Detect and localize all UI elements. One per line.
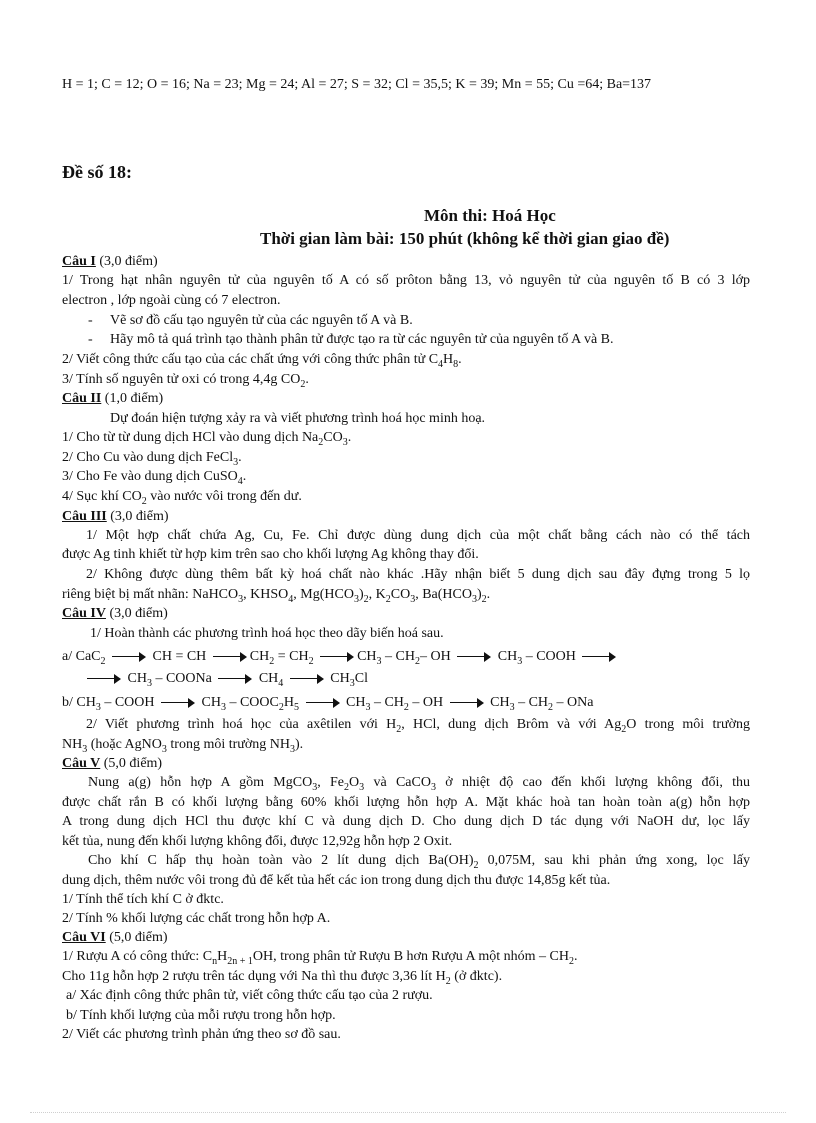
reaction-arrow-icon <box>213 652 247 662</box>
reaction-arrow-icon <box>306 698 340 708</box>
reaction-arrow-icon <box>112 652 146 662</box>
q2-line-4: 4/ Sục khí $CO_2$ vào nước vôi trong đến dư. <box>62 489 302 507</box>
q1-line-1: 1/ Trong hạt nhân nguyên tử của nguyên tố A có số prôton bằng 13, vỏ nguyên tử của nguyên tố B có 3 lớp <box>62 273 750 288</box>
reaction-arrow-icon <box>582 652 616 662</box>
q1-bullet-2 <box>88 331 614 349</box>
q5-line-1: Nung a(g) hỗn hợp A gồm MgCO$_3$, $Fe_2O_3$ và CaCO$_3$ ở nhiệt độ cao đến khối lượng không đổi, thu <box>88 775 751 793</box>
reaction-arrow-icon <box>290 674 324 684</box>
question-2-heading <box>62 390 163 408</box>
q1-bullet-1 <box>88 312 413 330</box>
q1-bullet-2-text: Hãy mô tả quá trình tạo thành phân tử được tạo ra từ các nguyên tử của nguyên tố A và B. <box>110 332 614 347</box>
q6-line-1: 1/ Rượu A có công thức: $C_nH_{2n + 1}OH$, trong phân tử Rượu B hơn Rượu A một nhóm – $CH_2$. <box>62 949 578 967</box>
q2-line-2: 2/ Cho Cu vào dung dịch FeCl$_3$. <box>62 450 242 468</box>
q3-line-3: 2/ Không được dùng thêm bất kỳ hoá chất nào khác .Hãy nhận biết 5 dung dịch sau đây đựng trong 5 lọ <box>86 567 750 582</box>
bullet-dash: - <box>88 332 93 347</box>
q4-chain-a-line-2: $CH_3$ – COONa $CH_4$ $CH_3Cl$ <box>84 670 368 688</box>
q5-line-7: 1/ Tính thể tích khí C ở đktc. <box>62 892 224 907</box>
question-4-heading <box>62 605 168 623</box>
q5-line-4: kết tủa, nung đến khối lượng không đổi, được 12,92g hỗn hợp 2 Oxit. <box>62 834 453 849</box>
q1-line-4: 3/ Tính số nguyên tử oxi có trong 4,4g $CO_2$. <box>62 372 309 390</box>
subject-title: Môn thi: Hoá Học <box>424 206 556 225</box>
q6-line-5: 2/ Viết các phương trình phản ứng theo sơ đồ sau. <box>62 1027 341 1042</box>
q6-line-4: b/ Tính khối lượng của mỗi rượu trong hỗn hợp. <box>66 1008 336 1023</box>
q1-bullet-1-text: Vẽ sơ đồ cấu tạo nguyên tử của các nguyên tố A và B. <box>110 313 413 328</box>
question-3-heading <box>62 508 169 526</box>
question-5-heading <box>62 755 162 773</box>
q5-line-2: được chất rắn B có khối lượng bằng 60% khối lượng hỗn hợp A. Mặt khác hoà tan hoàn toàn a(g) hỗn hợp <box>62 795 750 810</box>
question-6-title: Câu VI <box>62 930 106 945</box>
q5-line-3: A trong dung dịch HCl thu được khí C và dung dịch D. Cho dung dịch D tác dụng với NaOH dư, lọc lấy <box>62 814 750 829</box>
question-3-title: Câu III <box>62 509 107 524</box>
q5-line-6: dung dịch, thêm nước vôi trong đủ để kết tủa hết các ion trong dung dịch thu được 14,85g kết tủa. <box>62 873 611 888</box>
q2-intro: Dự đoán hiện tượng xảy ra và viết phương trình hoá học minh hoạ. <box>110 411 486 426</box>
atomic-masses: H = 1; C = 12; O = 16; Na = 23; Mg = 24; Al = 27; S = 32; Cl = 35,5; K = 39; Mn = 55; Cu =64; Ba=137 <box>62 77 652 92</box>
question-6-points: (5,0 điểm) <box>105 930 168 945</box>
reaction-arrow-icon <box>87 674 121 684</box>
question-2-title: Câu II <box>62 391 102 406</box>
reaction-arrow-icon <box>457 652 491 662</box>
question-1-heading <box>62 253 158 271</box>
question-6-heading <box>62 929 168 947</box>
q1-line-2: electron , lớp ngoài cùng có 7 electron. <box>62 293 281 308</box>
q3-line-2: được Ag tinh khiết từ hợp kim trên sao cho khối lượng Ag không thay đổi. <box>62 547 479 562</box>
question-4-points: (3,0 điểm) <box>105 606 168 621</box>
q2-line-3: 3/ Cho Fe vào dung dịch CuSO$_4$. <box>62 469 247 487</box>
reaction-arrow-icon <box>161 698 195 708</box>
question-2-points: (1,0 điểm) <box>101 391 164 406</box>
question-4-title: Câu IV <box>62 606 106 621</box>
reaction-arrow-icon <box>218 674 252 684</box>
q4-chain-a-line-1: a/ CaC$_2$ CH = CH $CH_2 = CH_2$ $CH_3 - CH_2-$ OH $CH_3$ – COOH <box>62 648 619 666</box>
bullet-dash: - <box>88 313 93 328</box>
reaction-arrow-icon <box>320 652 354 662</box>
exam-duration: Thời gian làm bài: 150 phút (không kể thời gian giao đề) <box>260 229 670 248</box>
q2-line-1: 1/ Cho từ từ dung dịch HCl vào dung dịch $Na_2CO_3$. <box>62 430 352 448</box>
q4-intro: 1/ Hoàn thành các phương trình hoá học theo dãy biến hoá sau. <box>90 626 444 641</box>
q4-line-2: 2/ Viết phương trình hoá học của axêtilen với $H_2$, HCl, dung dịch Brôm và với $Ag_2O$ trong môi trường <box>86 717 750 735</box>
q4-line-3: $NH_3$ (hoặc AgNO$_3$ trong môi trường $NH_3$). <box>62 737 304 755</box>
q5-line-8: 2/ Tính % khối lượng các chất trong hỗn hợp A. <box>62 911 331 926</box>
q1-line-3: 2/ Viết công thức cấu tạo của các chất ứng với công thức phân tử $C_4H_8$. <box>62 352 462 370</box>
question-1-title: Câu I <box>62 254 96 269</box>
q4-chain-b: b/ $CH_3$ – COOH $CH_3$ – $COOC_2H_5$ $CH_3 - CH_2$ – OH $CH_3 - CH_2$ – ONa <box>62 695 594 713</box>
q3-line-1: 1/ Một hợp chất chứa Ag, Cu, Fe. Chỉ được dùng dung dịch của một chất bằng cách nào có thể tách <box>86 528 750 543</box>
page-bottom-rule <box>30 1112 786 1113</box>
question-3-points: (3,0 điểm) <box>106 509 169 524</box>
q5-line-5: Cho khí C hấp thụ hoàn toàn vào 2 lít dung dịch $Ba(OH)_2$ 0,075M, sau khi phản ứng xong, lọc lấy <box>88 853 750 871</box>
q6-line-2: Cho 11g hỗn hợp 2 rượu trên tác dụng với Na thì thu được 3,36 lít $H_2$ (ở đktc). <box>62 969 503 987</box>
reaction-arrow-icon <box>450 698 484 708</box>
question-5-title: Câu V <box>62 756 101 771</box>
question-5-points: (5,0 điểm) <box>100 756 163 771</box>
q3-line-4: riêng biệt bị mất nhãn: NaHCO$_3$, $KHSO_4$, $Mg(HCO_3)_2$, $K_2CO_3$, $Ba(HCO_3)_2$. <box>62 587 491 605</box>
q6-line-3: a/ Xác định công thức phân tử, viết công thức cấu tạo của 2 rượu. <box>66 988 433 1003</box>
question-1-points: (3,0 điểm) <box>95 254 158 269</box>
exam-number: Đề số 18: <box>62 162 132 182</box>
